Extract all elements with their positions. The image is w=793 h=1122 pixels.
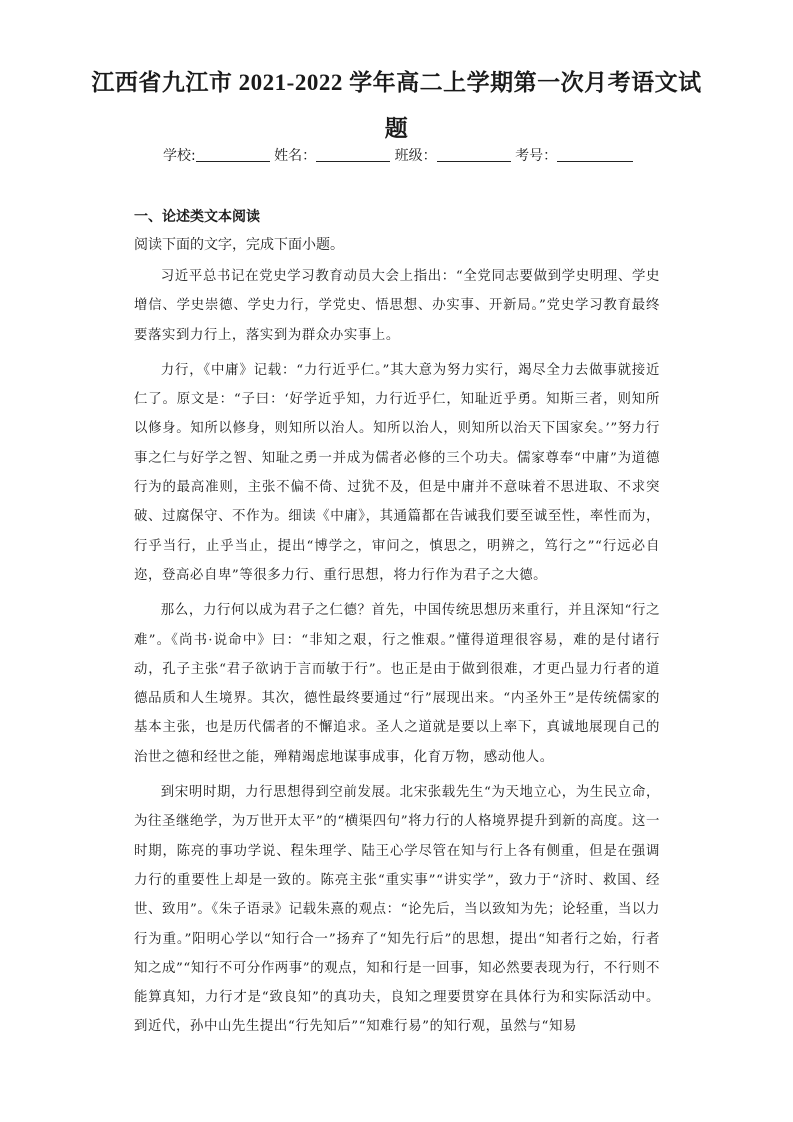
passage-paragraph-1: 习近平总书记在党史学习教育动员大会上指出：“全党同志要做到学史明理、学史增信、学史崇德、学史力行，学党史、悟思想、办实事、开新局。”党史学习教育最终要落实到力行上，落实到为群众办实事上。 — [134, 269, 660, 343]
name-field[interactable] — [316, 147, 390, 162]
class-label: 班级： — [394, 148, 437, 164]
school-field[interactable] — [196, 147, 270, 162]
passage-paragraph-3: 那么，力行何以成为君子之仁德？首先，中国传统思想历来重行，并且深知“行之难”。《尚书·说命中》曰：“非知之艰，行之惟艰。”懂得道理很容易，难的是付诸行动，孔子主张“君子欲讷于言而敏于行”。也正是由于做到很难，才更凸显力行者的道德品质和人生境界。其次，德性最终要通过“行”展现出来。“内圣外王”是传统儒家的基本主张，也是历代儒者的不懈追求。圣人之道就是要以上率下，真诚地展现自己的治世之德和经世之能，殚精竭虑地谋事成事，化育万物，感动他人。 — [134, 603, 660, 765]
exam-number-field[interactable] — [557, 147, 633, 162]
passage-paragraph-4: 到宋明时期，力行思想得到空前发展。北宋张载先生“为天地立心，为生民立命，为往圣继绝学，为万世开太平”的“横渠四句”将力行的人格境界提升到新的高度。这一时期，陈亮的事功学说、程朱理学、陆王心学尽管在知与行上各有侧重，但是在强调力行的重要性上却是一致的。陈亮主张“重实事”“讲实学”，致力于“济时、救国、经世、致用”。《朱子语录》记载朱熹的观点：“论先后，当以致知为先；论轻重，当以力行为重。”阳明心学以“知行合一”扬弃了“知先行后”的思想，提出“知者行之始，行者知之成”“知行不可分作两事”的观点，知和行是一回事，知必然要表现为行，不行则不能算真知，力行才是“致良知”的真功夫，良知之理要贯穿在具体行为和实际活动中。到近代，孙中山先生提出“行先知后”“知难行易”的知行观，虽然与“知易 — [134, 785, 660, 1035]
section-heading: 一、论述类文本阅读 — [134, 209, 260, 225]
document-title-line-2: 题 — [384, 116, 409, 141]
section-instruction: 阅读下面的文字，完成下面小题。 — [134, 237, 344, 253]
student-info-row — [163, 145, 633, 165]
class-field[interactable] — [437, 147, 511, 162]
name-label: 姓名： — [274, 148, 317, 164]
exam-number-label: 考号： — [515, 148, 558, 164]
document-title-line-1: 江西省九江市 2021-2022 学年高二上学期第一次月考语文试 — [91, 70, 702, 95]
reading-passage — [134, 262, 660, 1048]
school-label: 学校: — [163, 148, 196, 164]
passage-paragraph-2: 力行，《中庸》记载：“力行近乎仁。”其大意为努力实行，竭尽全力去做事就接近仁了。原文是：“子曰：‘好学近乎知，力行近乎仁，知耻近乎勇。知斯三者，则知所以修身。知所以修身，则知所以治人。知所以治人，则知所以治天下国家矣。’”努力行事之仁与好学之智、知耻之勇一并成为儒者必修的三个功夫。儒家尊奉“中庸”为道德行为的最高准则，主张不偏不倚、过犹不及，但是中庸并不意味着不思进取、不求突破、过腐保守、不作为。细读《中庸》，其通篇都在告诫我们要至诚至性，率性而为，行乎当行，止乎当止，提出“博学之，审问之，慎思之，明辨之，笃行之”“行远必自迩，登高必自卑”等很多力行、重行思想，将力行作为君子之大德。 — [134, 362, 660, 583]
